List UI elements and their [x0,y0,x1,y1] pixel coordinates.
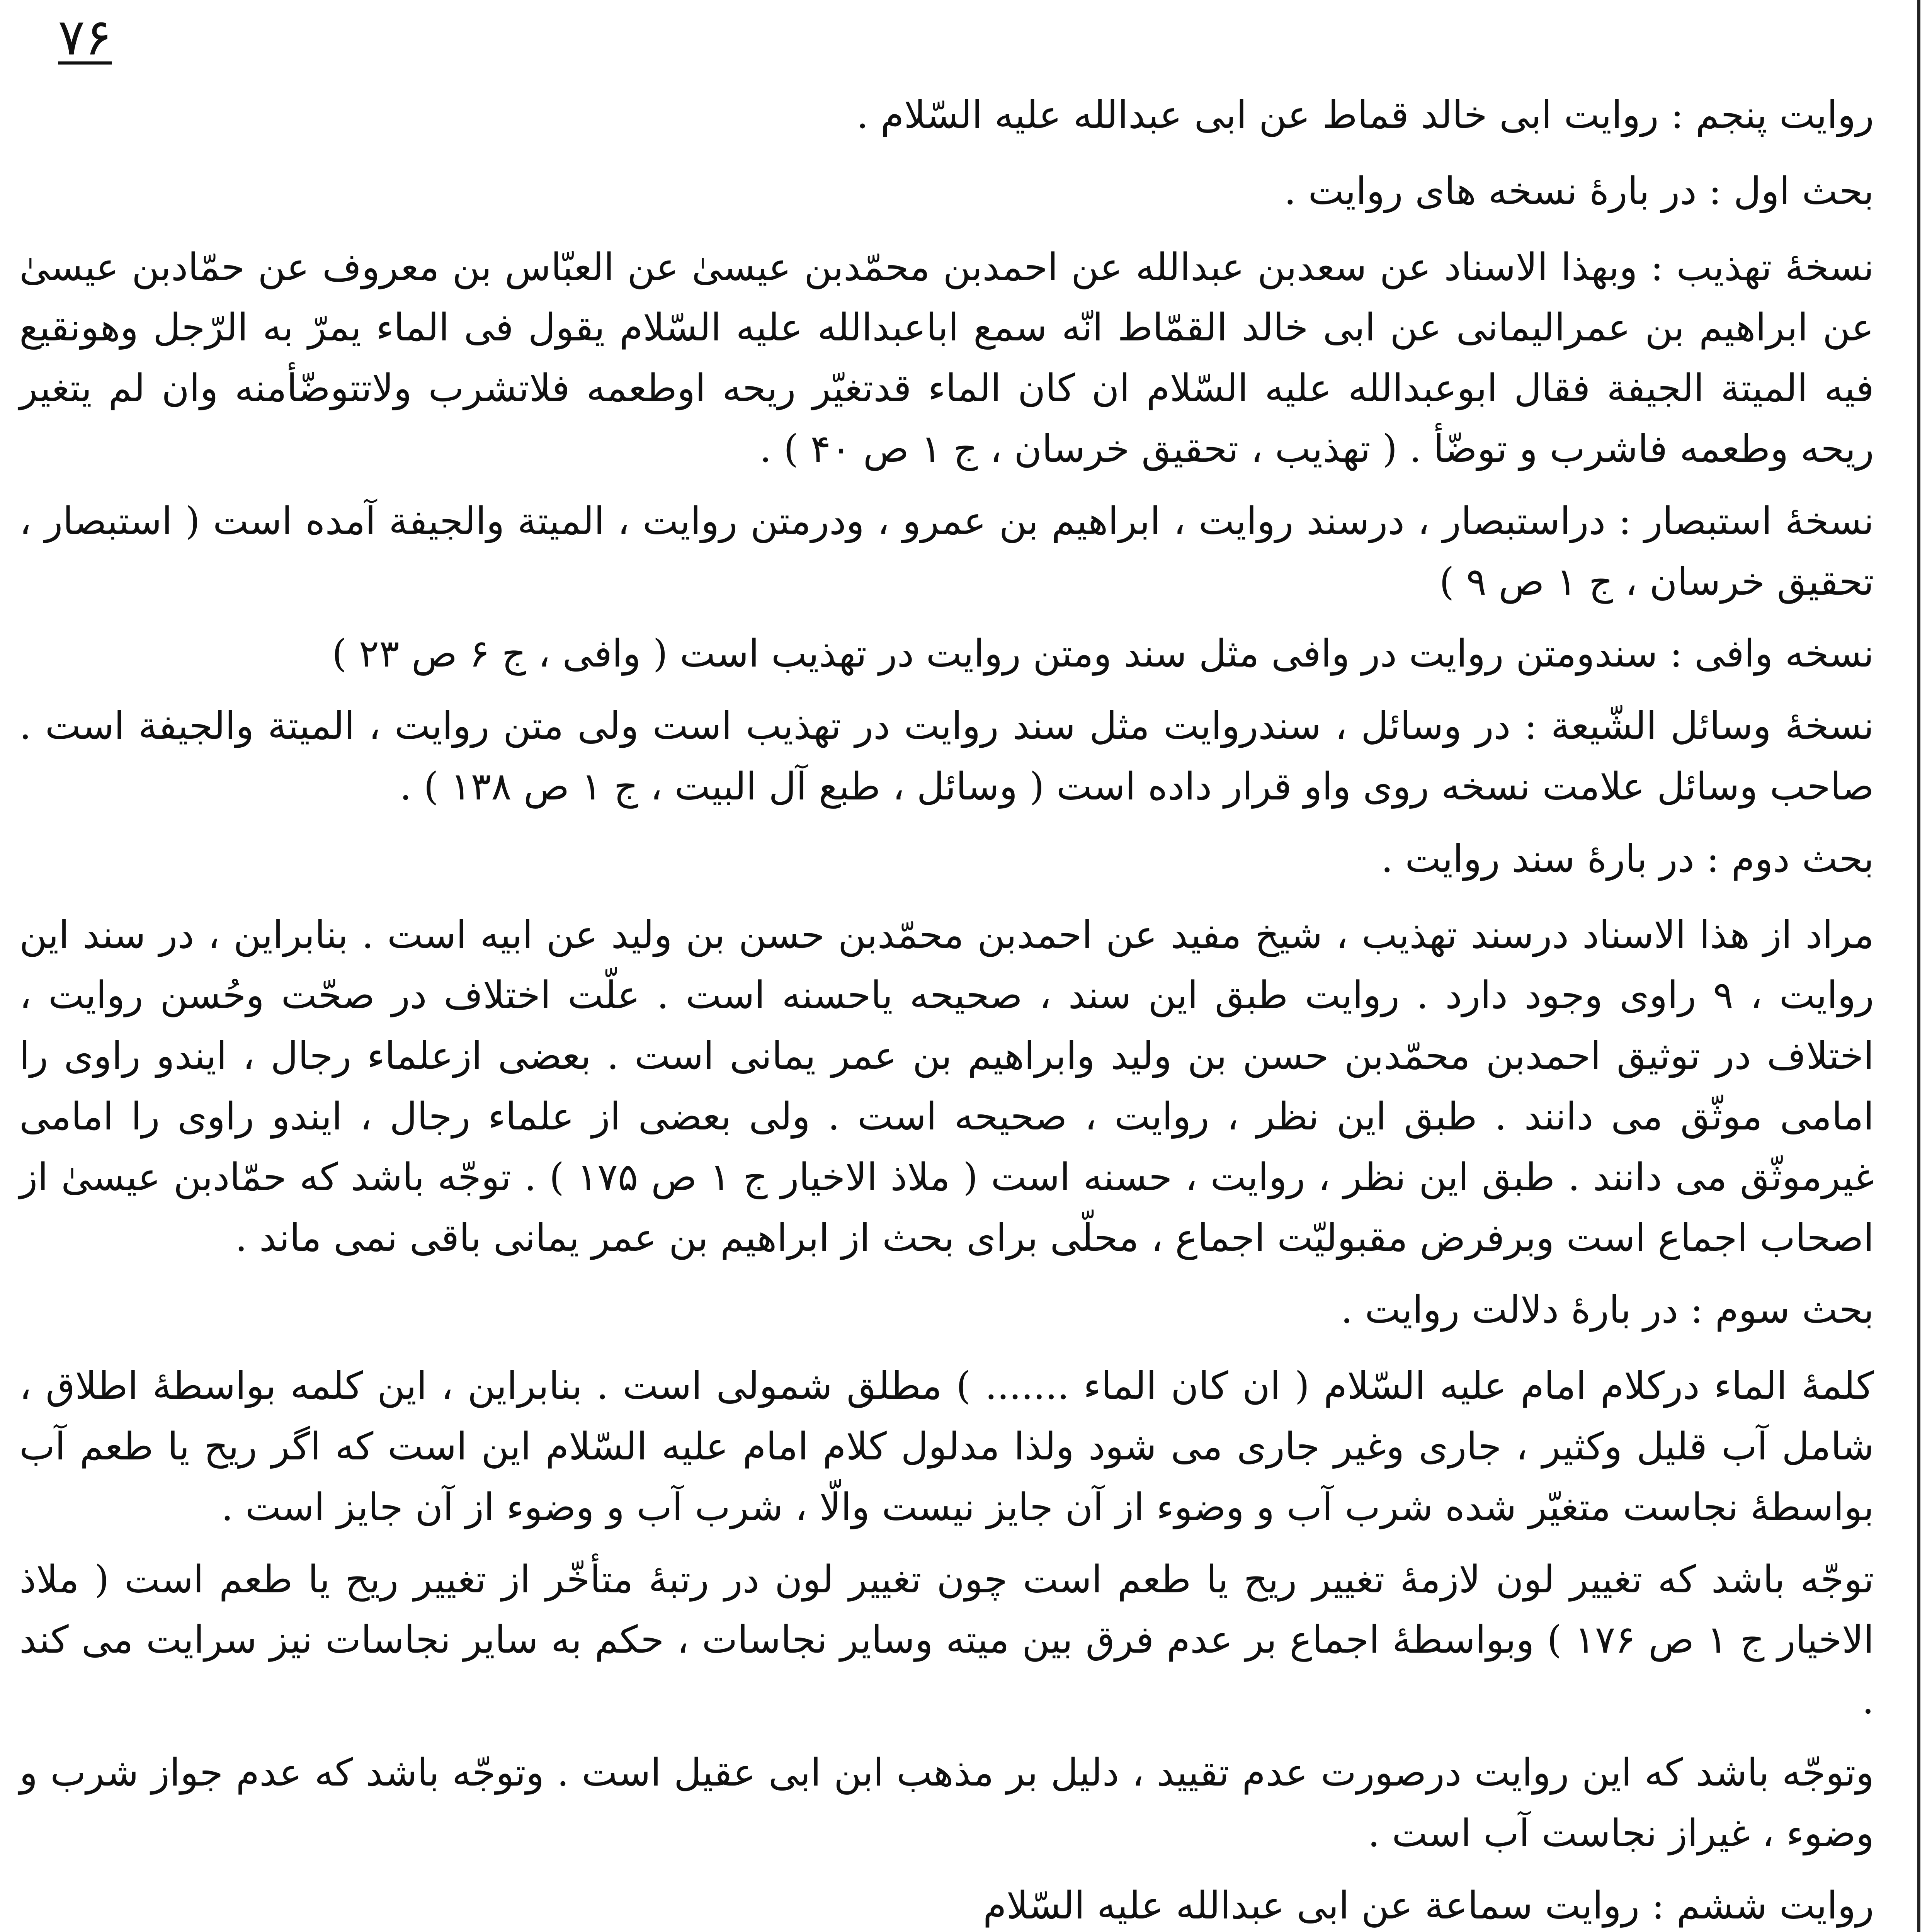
section-heading: روایت ششم : روایت سماعة عن ابی عبدالله علیه السّلام [983,1883,1874,1928]
subsection-heading: بحث اول : در بارهٔ نسخه های روایت . [1284,169,1874,213]
paragraph-istibsar: نسخهٔ استبصار : دراستبصار ، درسند روایت ، ابراهیم بن عمرو ، ودرمتن روایت ، المیتة والجیفة آمده است ( استبصار ، تحقیق خرسان ، ج ۱ ص ۹ ) [19,499,1874,604]
page-number: ۷۶ [58,8,112,66]
paragraph-tahdhib: نسخهٔ تهذیب : وبهذا الاسناد عن سعدبن عبدالله عن احمدبن محمّدبن عیسیٰ عن العبّاس بن معروف عن حمّادبن عیسیٰ عن ابراهیم بن عمرالیمانی عن ابی خالد القمّاط انّه سمع اباعبدالله علیه السّلام یقول فی الماء یمرّ به الرّجل وهونقیع فیه المیتة الجیفة فقال ابوعبدالله علیه السّلام ان کان الماء قدتغیّر ریحه اوطعمه فلاتشرب ولاتتوضّأمنه وان لم یتغیر ریحه وطعمه فاشرب و توضّأ . ( تهذیب ، تحقیق خرسان ، ج ۱ ص ۴۰ ) . [19,245,1874,471]
paragraph-dalalat: کلمهٔ الماء درکلام امام علیه السّلام ( ان کان الماء ....... ) مطلق شمولی است . بنابراین ، این کلمه بواسطهٔ اطلاق ، شامل آب قلیل وکثیر ، جاری وغیر جاری می شود ولذا مدلول کلام امام علیه السّلام این است که اگر ریح یا طعم آب بواسطهٔ نجاست متغیّر شده شرب آب و وضوء از آن جایز نیست والّا ، شرب آب و وضوء از آن جایز است . [19,1364,1874,1529]
paragraph-wafi: نسخه وافی : سندومتن روایت در وافی مثل سند ومتن روایت در تهذیب است ( وافی ، ج ۶ ص ۲۳ ) [332,632,1874,676]
paragraph-note-color: توجّه باشد که تغییر لون لازمهٔ تغییر ریح یا طعم است چون تغییر لون در رتبهٔ متأخّر از تغییر ریح یا طعم است ( ملاذ الاخیار ج ۱ ص ۱۷۶ ) وبواسطهٔ اجماع بر عدم فرق بین میته وسایر نجاسات ، حکم به سایر نجاسات نیز سرایت می کند . [19,1557,1874,1723]
document-body [19,85,1874,1932]
section-heading: روایت پنجم : روایت ابی خالد قماط عن ابی عبدالله علیه السّلام . [856,93,1874,137]
subsection-heading: بحث سوم : در بارهٔ دلالت روایت . [1340,1288,1874,1332]
paragraph-wasail: نسخهٔ وسائل الشّیعة : در وسائل ، سندروایت مثل سند روایت در تهذیب است ولی متن روایت ، المیتة والجیفة است . صاحب وسائل علامت نسخه روی واو قرار داده است ( وسائل ، طبع آل البیت ، ج ۱ ص ۱۳۸ ) . [19,704,1874,809]
paragraph-note-ibn-abi-aqil: وتوجّه باشد که این روایت درصورت عدم تقیید ، دلیل بر مذهب ابن ابی عقیل است . وتوجّه باشد که عدم جواز شرب و وضوء ، غیراز نجاست آب است . [19,1750,1874,1855]
paragraph-sanad: مراد از هذا الاسناد درسند تهذیب ، شیخ مفید عن احمدبن محمّدبن حسن بن ولید عن ابیه است . بنابراین ، در سند این روایت ، ۹ راوی وجود دارد . روایت طبق این سند ، صحیحه یاحسنه است . علّت اختلاف در صحّت وحُسن روایت ، اختلاف در توثیق احمدبن محمّدبن حسن بن ولید وابراهیم بن عمر یمانی است . بعضی ازعلماء رجال ، ایندو راوی را امامی موثّق می دانند . طبق این نظر ، روایت ، صحیحه است . ولی بعضی از علماء رجال ، ایندو راوی را امامی غیرموثّق می دانند . طبق این نظر ، روایت ، حسنه است ( ملاذ الاخیار ج ۱ ص ۱۷۵ ) . توجّه باشد که حمّادبن عیسیٰ از اصحاب اجماع است وبرفرض مقبولیّت اجماع ، محلّی برای بحث از ابراهیم بن عمر یمانی باقی نمی ماند . [19,913,1874,1260]
scan-edge-line [1917,0,1920,1932]
subsection-heading: بحث دوم : در بارهٔ سند روایت . [1381,837,1874,881]
